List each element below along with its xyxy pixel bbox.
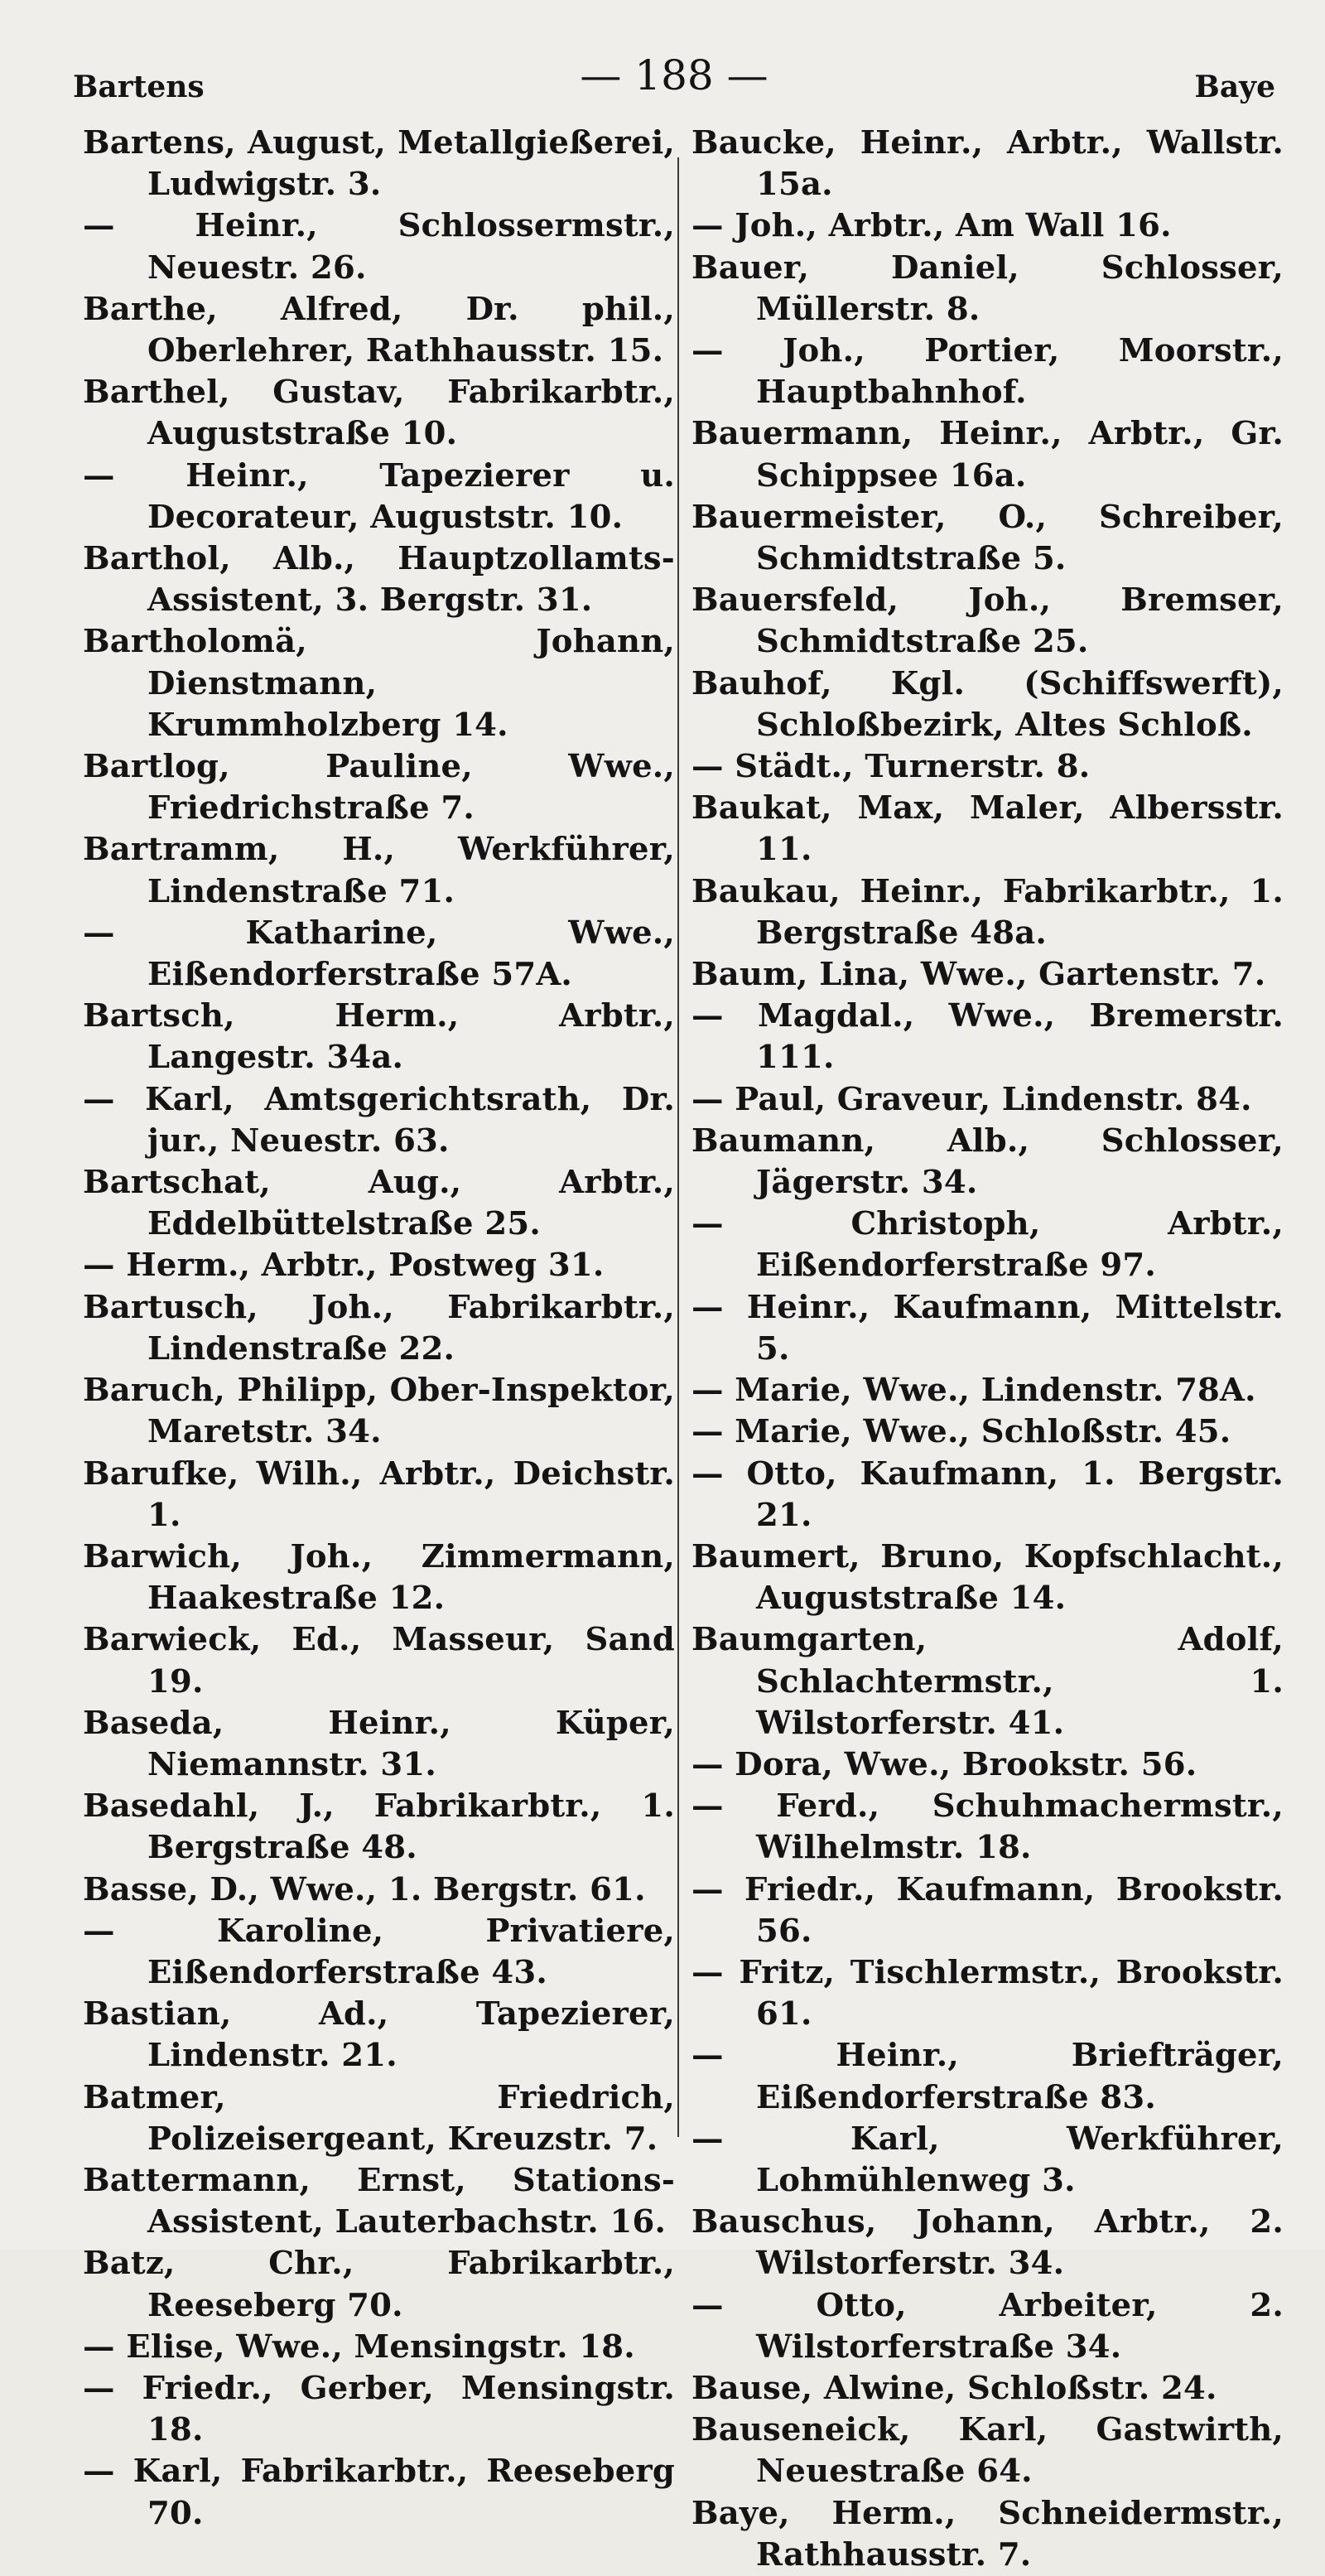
directory-entry: Barwich, Joh., Zimmermann, Haakestraße 12. — [83, 1537, 675, 1618]
directory-entry: Barthe, Alfred, Dr. phil., Oberlehrer, Rathhausstr. 15. — [83, 290, 675, 370]
directory-entry: Baukau, Heinr., Fabrikarbtr., 1. Bergstraße 48a. — [691, 872, 1284, 952]
header-first-name: Bartens — [73, 70, 205, 104]
directory-entry: — Heinr., Schlossermstr., Neuestr. 26. — [83, 207, 675, 287]
directory-entry: Bauschus, Johann, Arbtr., 2. Wilstorferstr. 34. — [691, 2203, 1284, 2283]
directory-entry: Barufke, Wilh., Arbtr., Deichstr. 1. — [83, 1454, 675, 1534]
page-header — [73, 51, 1275, 109]
directory-entry: Bartholomä, Johann, Dienstmann, Krummholzberg 14. — [83, 623, 675, 744]
directory-entry: Bauhof, Kgl. (Schiffswerft), Schloßbezirk, Altes Schloß. — [691, 664, 1284, 744]
directory-entry: — Christoph, Arbtr., Eißendorferstraße 97. — [691, 1205, 1284, 1285]
directory-entry: Bastian, Ad., Tapezierer, Lindenstr. 21. — [83, 1995, 675, 2075]
directory-entry: Baseda, Heinr., Küper, Niemannstr. 31. — [83, 1704, 675, 1783]
directory-entry: — Katharine, Wwe., Eißendorferstraße 57A. — [83, 914, 675, 994]
directory-entry: Bartschat, Aug., Arbtr., Eddelbüttelstraße 25. — [83, 1164, 675, 1243]
directory-entry: Barwieck, Ed., Masseur, Sand 19. — [83, 1621, 675, 1700]
directory-entry: Bartramm, H., Werkführer, Lindenstraße 71. — [83, 831, 675, 910]
page-number: — 188 — — [580, 51, 768, 99]
directory-entry: — Karoline, Privatiere, Eißendorferstraße 43. — [83, 1912, 675, 1991]
directory-entry: Basse, D., Wwe., 1. Bergstr. 61. — [83, 1870, 646, 1908]
directory-entry: Bauseneick, Karl, Gastwirth, Neuestraße 64. — [691, 2411, 1284, 2491]
directory-entry: Baruch, Philipp, Ober-Inspektor, Maretstr. 34. — [83, 1372, 675, 1451]
directory-entry: — Heinr., Tapezierer u. Decorateur, Auguststr. 10. — [83, 456, 675, 536]
directory-entry: — Städt., Turnerstr. 8. — [691, 748, 1091, 786]
directory-entry: Bartlog, Pauline, Wwe., Friedrichstraße 7. — [83, 748, 675, 827]
directory-entry: Basedahl, J., Fabrikarbtr., 1. Bergstraße 48. — [83, 1787, 675, 1867]
right-column — [691, 123, 1284, 2576]
header-last-name: Baye — [1194, 70, 1275, 104]
directory-entry: Bartens, August, Metallgießerei, Ludwigstr. 3. — [83, 124, 675, 204]
directory-entry: Bauermeister, O., Schreiber, Schmidtstraße 5. — [691, 498, 1284, 578]
directory-entry: — Fritz, Tischlermstr., Brookstr. 61. — [691, 1953, 1284, 2033]
directory-entry: — Friedr., Gerber, Mensingstr. 18. — [83, 2369, 675, 2449]
directory-entry: Baumert, Bruno, Kopfschlacht., Auguststraße 14. — [691, 1537, 1284, 1618]
directory-entry: — Joh., Arbtr., Am Wall 16. — [691, 207, 1172, 245]
directory-entry: Baukat, Max, Maler, Albersstr. 11. — [691, 789, 1284, 869]
directory-entry: Bauer, Daniel, Schlosser, Müllerstr. 8. — [691, 248, 1284, 328]
directory-entry: — Joh., Portier, Moorstr., Hauptbahnhof. — [691, 332, 1284, 412]
directory-entry: — Otto, Kaufmann, 1. Bergstr. 21. — [691, 1454, 1284, 1534]
directory-entry: Bauermann, Heinr., Arbtr., Gr. Schippsee 16a. — [691, 415, 1284, 494]
directory-entry: — Karl, Fabrikarbtr., Reeseberg 70. — [83, 2453, 675, 2532]
directory-entry: — Marie, Wwe., Schloßstr. 45. — [691, 1413, 1231, 1451]
directory-entry: Bartsch, Herm., Arbtr., Langestr. 34a. — [83, 997, 675, 1077]
directory-entry: — Otto, Arbeiter, 2. Wilstorferstraße 34. — [691, 2286, 1284, 2366]
directory-entry: — Karl, Werkführer, Lohmühlenweg 3. — [691, 2120, 1284, 2199]
directory-entry: — Herm., Arbtr., Postweg 31. — [83, 1247, 605, 1285]
directory-entry: — Friedr., Kaufmann, Brookstr. 56. — [691, 1870, 1284, 1950]
directory-entry: — Karl, Amtsgerichtsrath, Dr. jur., Neuestr. 63. — [83, 1080, 675, 1160]
directory-entry: Baumgarten, Adolf, Schlachtermstr., 1. Wilstorferstr. 41. — [691, 1621, 1284, 1742]
directory-entry: Bause, Alwine, Schloßstr. 24. — [691, 2369, 1217, 2407]
directory-entry: Battermann, Ernst, Stations-Assistent, Lauterbachstr. 16. — [83, 2161, 675, 2241]
directory-entry: — Paul, Graveur, Lindenstr. 84. — [691, 1080, 1252, 1118]
directory-entry: Batz, Chr., Fabrikarbtr., Reeseberg 70. — [83, 2245, 675, 2324]
left-column — [83, 123, 675, 2535]
column-divider — [677, 157, 679, 2137]
directory-entry: Barthol, Alb., Hauptzollamts-Assistent, 3. Bergstr. 31. — [83, 540, 675, 620]
directory-entry: Baye, Herm., Schneidermstr., Rathhausstr. 7. — [691, 2494, 1284, 2574]
directory-entry: — Ferd., Schuhmachermstr., Wilhelmstr. 18. — [691, 1787, 1284, 1867]
directory-entry: Baum, Lina, Wwe., Gartenstr. 7. — [691, 956, 1266, 994]
directory-entry: Batmer, Friedrich, Polizeisergeant, Kreuzstr. 7. — [83, 2078, 675, 2158]
directory-entry: Bartusch, Joh., Fabrikarbtr., Lindenstraße 22. — [83, 1288, 675, 1368]
directory-entry: Baumann, Alb., Schlosser, Jägerstr. 34. — [691, 1122, 1284, 1202]
directory-entry: — Heinr., Kaufmann, Mittelstr. 5. — [691, 1288, 1284, 1368]
directory-entry: — Dora, Wwe., Brookstr. 56. — [691, 1745, 1197, 1783]
directory-entry: — Magdal., Wwe., Bremerstr. 111. — [691, 997, 1284, 1077]
directory-entry: Baucke, Heinr., Arbtr., Wallstr. 15a. — [691, 124, 1284, 204]
directory-entry: — Elise, Wwe., Mensingstr. 18. — [83, 2328, 635, 2366]
directory-entry: — Heinr., Briefträger, Eißendorferstraße 83. — [691, 2037, 1284, 2116]
directory-entry: — Marie, Wwe., Lindenstr. 78A. — [691, 1372, 1256, 1410]
directory-entry: Barthel, Gustav, Fabrikarbtr., Auguststraße 10. — [83, 374, 675, 453]
directory-entry: Bauersfeld, Joh., Bremser, Schmidtstraße 25. — [691, 581, 1284, 661]
